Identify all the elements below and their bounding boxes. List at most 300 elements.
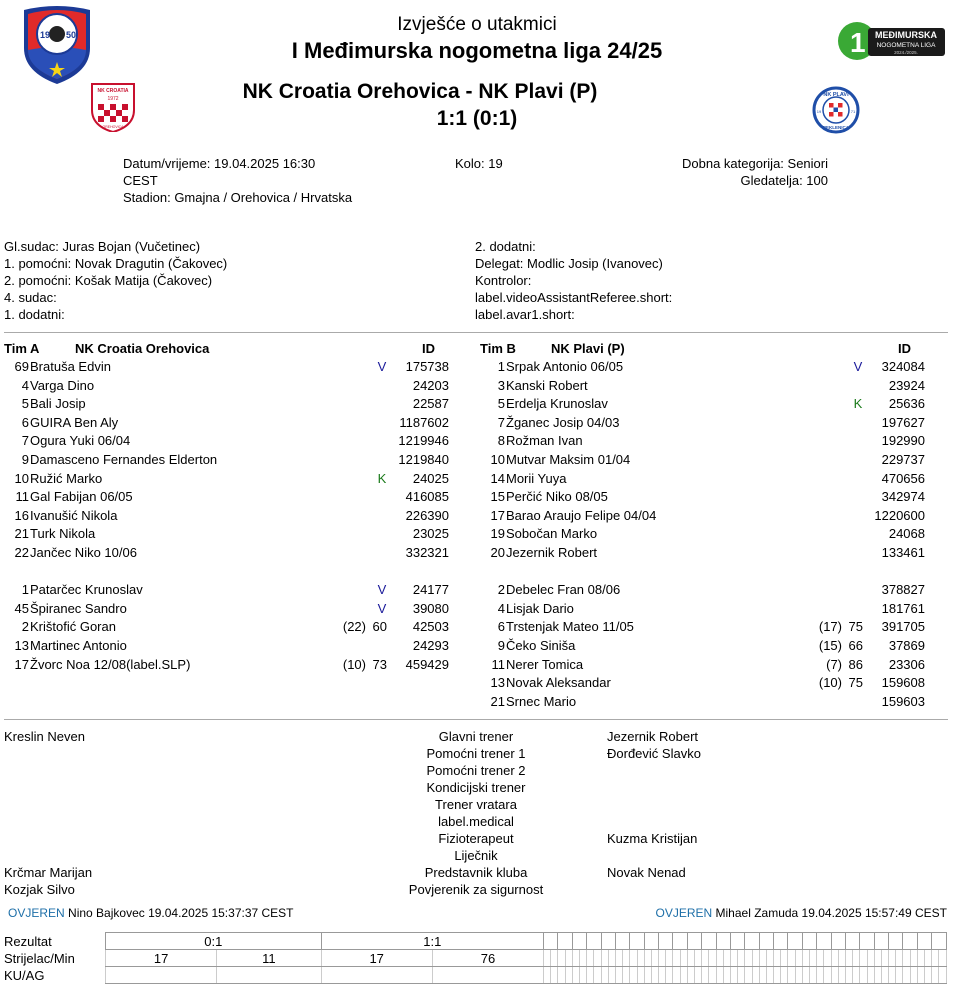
player-name: Žganec Josip 04/03 — [506, 414, 620, 430]
scorer-cell — [824, 950, 831, 967]
player-row — [4, 637, 464, 655]
officials-right — [475, 238, 672, 323]
player-id: 25636 — [888, 396, 925, 412]
ku-ag-cell — [723, 967, 730, 984]
player-number: 9 — [21, 452, 29, 467]
player-name: Jezernik Robert — [506, 545, 598, 560]
scorer-cell — [889, 950, 896, 967]
player-number: 69 — [14, 359, 29, 374]
player-name: Perčić Niko 08/05 — [506, 489, 608, 505]
ku-ag-cell — [774, 967, 781, 984]
ku-ag-cell — [702, 967, 709, 984]
player-number: 17 — [490, 507, 505, 523]
result-cell — [831, 933, 845, 950]
player-name: Jančec Niko 10/06 — [30, 545, 137, 560]
attendance: Gledatelja: 100 — [740, 173, 828, 188]
scorer-cell — [623, 950, 630, 967]
player-number: 20 — [490, 545, 505, 560]
result-cell — [788, 933, 802, 950]
sub-for-number: (17) — [818, 619, 842, 635]
ku-ag-cell — [217, 967, 321, 984]
result-grid-row — [106, 933, 947, 950]
player-id: 332321 — [405, 545, 449, 560]
scorer-cell — [695, 950, 702, 967]
player-row — [4, 525, 464, 543]
player-row — [4, 507, 464, 525]
ku-ag-cell — [896, 967, 903, 984]
player-number: 6 — [497, 619, 505, 635]
ku-ag-cell — [795, 967, 802, 984]
league-season: 2024./2025. — [894, 50, 918, 55]
ku-ag-cell — [831, 967, 838, 984]
player-row — [4, 488, 464, 506]
scorer-cell — [659, 950, 666, 967]
player-id: 159603 — [881, 693, 925, 709]
player-number: 2 — [21, 619, 29, 635]
scorer-cell — [810, 950, 817, 967]
ku-ag-cell — [889, 967, 896, 984]
staff-role: Predstavnik kluba — [424, 865, 528, 880]
staff-name: Kozjak Silvo — [4, 882, 75, 897]
player-id: 197627 — [881, 414, 925, 430]
league-number: 1 — [850, 27, 866, 58]
player-name: Ivanušić Nikola — [30, 507, 118, 523]
ku-ag-cell — [680, 967, 687, 984]
player-row — [480, 414, 940, 432]
ku-ag-cell — [572, 967, 579, 984]
sub-for-number: (15) — [818, 638, 842, 653]
player-row — [480, 656, 940, 674]
scorer-cell — [745, 950, 752, 967]
league-sub: NOGOMETNA LIGA — [876, 42, 936, 49]
player-name: Barao Araujo Felipe 04/04 — [506, 507, 657, 523]
scorer-cell — [723, 950, 730, 967]
player-id: 24177 — [412, 582, 449, 598]
scorer-cell: 76 — [432, 950, 543, 967]
staff-name — [4, 745, 92, 762]
player-id: 23306 — [888, 656, 925, 672]
player-number: 10 — [14, 470, 29, 486]
player-name: Erdelja Krunoslav — [506, 396, 608, 412]
player-number: 13 — [14, 638, 29, 653]
scorer-cell — [587, 950, 594, 967]
ku-ag-cell — [608, 967, 615, 984]
player-id: 378827 — [881, 582, 925, 598]
match-info-left — [123, 155, 352, 206]
player-row — [480, 470, 940, 488]
ku-ag-cell — [810, 967, 817, 984]
result-grid-row — [106, 950, 947, 967]
player-id: 226390 — [405, 507, 449, 523]
staff-name — [4, 779, 92, 796]
staff-name — [607, 779, 701, 796]
scorer-cell — [831, 950, 838, 967]
age-category: Dobna kategorija: Seniori — [682, 156, 828, 171]
sub-for-number: (7) — [826, 656, 842, 672]
scorer-cell — [752, 950, 759, 967]
player-row — [480, 377, 940, 395]
staff-name — [4, 762, 92, 779]
player-role-mark: V — [377, 359, 387, 374]
scorer-cell — [651, 950, 658, 967]
ku-ag-cell — [615, 967, 622, 984]
player-name: Bali Josip — [30, 396, 86, 412]
player-row — [480, 395, 940, 413]
team-b-name: NK Plavi (P) — [551, 341, 625, 356]
scorer-cell — [853, 950, 860, 967]
team-a-name: NK Croatia Orehovica — [75, 341, 210, 356]
ku-ag-cell — [673, 967, 680, 984]
official-line: 4. sudac: — [4, 290, 57, 305]
result-cell — [659, 933, 673, 950]
official-line: 1. pomoćni: Novak Dragutin (Čakovec) — [4, 256, 228, 271]
player-number: 5 — [497, 396, 505, 412]
player-row — [480, 693, 940, 711]
player-id: 42503 — [412, 619, 449, 635]
ku-ag-cell — [838, 967, 845, 984]
ku-ag-cell — [752, 967, 759, 984]
scorer-cell — [860, 950, 867, 967]
staff-name: Krčmar Marijan — [4, 865, 93, 880]
ku-ag-cell — [903, 967, 910, 984]
ku-ag-cell — [630, 967, 637, 984]
scorer-cell — [601, 950, 608, 967]
result-cell — [730, 933, 744, 950]
official-line: 1. dodatni: — [4, 307, 65, 322]
sub-minute: 66 — [848, 638, 863, 653]
ku-ag-cell — [587, 967, 594, 984]
scorer-label: Strijelac/Min — [4, 951, 75, 966]
player-name: Damasceno Fernandes Elderton — [30, 452, 218, 467]
result-cell — [845, 933, 859, 950]
ku-ag-cell — [860, 967, 867, 984]
player-number: 17 — [14, 656, 29, 672]
union-year-right: 50 — [66, 30, 77, 40]
player-name: Čeko Siniša — [506, 638, 576, 653]
home-staff — [4, 728, 92, 898]
player-row — [4, 395, 464, 413]
scorer-cell — [630, 950, 637, 967]
scorer-cell — [910, 950, 917, 967]
player-row — [480, 451, 940, 469]
player-row — [480, 525, 940, 543]
staff-name: Jezernik Robert — [607, 729, 699, 744]
player-row — [4, 414, 464, 432]
player-number: 21 — [490, 693, 505, 709]
result-cell — [687, 933, 701, 950]
scorer-cell — [544, 950, 551, 967]
scorer-cell — [781, 950, 788, 967]
scorer-cell — [580, 950, 587, 967]
sub-minute: 75 — [848, 675, 863, 691]
player-name: Žvorc Noa 12/08(label.SLP) — [30, 656, 191, 672]
player-id: 192990 — [881, 433, 925, 449]
scorer-cell — [845, 950, 852, 967]
staff-name — [607, 881, 701, 898]
result-cell — [601, 933, 615, 950]
ku-ag-cell — [106, 967, 217, 984]
ku-ag-cell — [802, 967, 809, 984]
ku-ag-cell — [709, 967, 716, 984]
ku-ag-cell — [917, 967, 924, 984]
player-row — [4, 377, 464, 395]
scorer-cell — [673, 950, 680, 967]
player-name: Srnec Mario — [506, 693, 577, 709]
ku-ag-cell — [580, 967, 587, 984]
away-team-name: NK Plavi (P) — [478, 80, 598, 103]
player-name: Debelec Fran 08/06 — [506, 582, 621, 598]
scorer-cell — [558, 950, 565, 967]
league-title: I Međimurska nogometna liga 24/25 — [291, 38, 663, 63]
staff-name: Novak Nenad — [607, 865, 686, 880]
officials-left — [4, 238, 227, 323]
result-cell — [932, 933, 947, 950]
player-row — [4, 656, 464, 674]
ku-ag-cell — [730, 967, 737, 984]
staff-name — [4, 813, 92, 830]
player-id: 37869 — [888, 638, 925, 653]
scorer-cell — [680, 950, 687, 967]
player-name: Mutvar Maksim 01/04 — [506, 452, 631, 467]
result-cell — [587, 933, 601, 950]
player-name: Kanski Robert — [506, 377, 588, 393]
sub-minute: 73 — [372, 656, 387, 672]
staff-name — [4, 830, 92, 847]
player-name: Ogura Yuki 06/04 — [30, 433, 131, 449]
ku-ag-cell — [601, 967, 608, 984]
player-role-mark: K — [377, 470, 387, 486]
scorer-cell — [730, 950, 737, 967]
player-id: 24068 — [888, 526, 925, 542]
player-row — [4, 618, 464, 636]
player-number: 16 — [14, 507, 29, 523]
player-id: 175738 — [405, 359, 449, 374]
scorer-cell — [644, 950, 651, 967]
match-datetime: Datum/vrijeme: 19.04.2025 16:30 — [123, 156, 316, 171]
staff-role: Pomoćni trener 1 — [426, 746, 526, 761]
result-cell — [759, 933, 773, 950]
player-row — [4, 581, 464, 599]
result-cell — [802, 933, 816, 950]
ku-ag-cell — [321, 967, 432, 984]
ku-ag-cell — [781, 967, 788, 984]
scorer-cell — [788, 950, 795, 967]
scorer-cell — [939, 950, 947, 967]
player-id: 24025 — [412, 470, 449, 486]
player-id: 24293 — [412, 638, 449, 653]
ku-ag-cell — [759, 967, 766, 984]
player-number: 6 — [21, 414, 29, 430]
player-row — [4, 358, 464, 376]
scorer-cell — [874, 950, 881, 967]
verification-left — [8, 906, 294, 920]
staff-roles — [376, 728, 576, 898]
sub-for-number: (22) — [342, 619, 366, 635]
official-line: label.avar1.short: — [475, 307, 575, 322]
staff-role: label.medical — [438, 814, 514, 829]
scorer-cell — [925, 950, 932, 967]
scorer-cell — [687, 950, 694, 967]
player-name: Gal Fabijan 06/05 — [30, 489, 133, 505]
player-number: 22 — [14, 545, 29, 560]
player-role-mark: V — [377, 582, 387, 598]
scorer-cell — [738, 950, 745, 967]
ku-ag-cell — [845, 967, 852, 984]
team-a-id-header: ID — [422, 341, 435, 356]
match-info-right — [682, 155, 828, 189]
player-row — [480, 432, 940, 450]
player-name: Varga Dino — [30, 377, 95, 393]
result-cell — [860, 933, 874, 950]
ku-ag-cell — [432, 967, 543, 984]
match-timezone: CEST — [123, 173, 158, 188]
official-line: Kontrolor: — [475, 273, 532, 288]
scorer-cell — [551, 950, 558, 967]
official-line: Gl.sudac: Juras Bojan (Vučetinec) — [4, 239, 201, 254]
staff-name: Kreslin Neven — [4, 729, 85, 744]
result-cell — [630, 933, 644, 950]
player-row — [480, 488, 940, 506]
player-number: 1 — [21, 582, 29, 598]
ku-ag-cell — [551, 967, 558, 984]
scorer-cell — [709, 950, 716, 967]
scorer-cell — [702, 950, 709, 967]
player-name: Morii Yuya — [506, 470, 567, 486]
ku-ag-cell — [881, 967, 888, 984]
player-name: Lisjak Dario — [506, 600, 574, 616]
player-id: 181761 — [881, 600, 925, 616]
sub-minute: 60 — [372, 619, 387, 635]
ku-ag-cell — [788, 967, 795, 984]
home-logo-year: 1972 — [107, 96, 119, 102]
result-cell — [774, 933, 788, 950]
player-name: Martinec Antonio — [30, 638, 127, 653]
ku-ag-cell — [939, 967, 947, 984]
match-score: 1:1 (0:1) — [436, 107, 518, 130]
scorer-cell — [572, 950, 579, 967]
staff-role: Kondicijski trener — [426, 780, 526, 795]
player-number: 3 — [497, 377, 505, 393]
sub-for-number: (10) — [818, 675, 842, 691]
staff-role: Pomoćni trener 2 — [426, 763, 526, 778]
ku-ag-cell — [817, 967, 824, 984]
result-cell — [917, 933, 931, 950]
ku-ag-cell — [874, 967, 881, 984]
player-number: 15 — [490, 489, 505, 505]
staff-name: Kuzma Kristijan — [607, 831, 698, 846]
ovjeren-label: OVJEREN — [655, 906, 713, 920]
scorer-cell — [896, 950, 903, 967]
team-b-id-header: ID — [898, 341, 911, 356]
league-text: MEĐIMURSKA — [875, 30, 937, 40]
match-round: Kolo: 19 — [455, 156, 503, 171]
ku-ag-cell — [623, 967, 630, 984]
player-row — [480, 507, 940, 525]
scorer-cell — [637, 950, 644, 967]
player-row — [480, 618, 940, 636]
away-logo-year-left: 19 — [816, 109, 822, 114]
scorer-cell — [932, 950, 939, 967]
scorer-cell — [917, 950, 924, 967]
divider — [4, 332, 948, 333]
verification-text: Nino Bajkovec 19.04.2025 15:37:37 CEST — [68, 906, 294, 920]
sub-minute: 86 — [848, 656, 863, 672]
scorer-cell — [594, 950, 601, 967]
ku-ag-cell — [651, 967, 658, 984]
player-id: 324084 — [881, 359, 925, 374]
home-logo-sub: OREHOVICA — [102, 125, 124, 129]
away-logo-sub: PEKLENICA — [822, 125, 850, 130]
player-id: 391705 — [881, 619, 925, 635]
ku-ag-cell — [910, 967, 917, 984]
player-number: 8 — [497, 433, 505, 449]
player-id: 459429 — [405, 656, 449, 672]
ku-ag-cell — [932, 967, 939, 984]
player-number: 21 — [14, 526, 29, 542]
verification-text: Mihael Zamuda 19.04.2025 15:57:49 CEST — [715, 906, 947, 920]
home-team-name: NK Croatia Orehovica — [242, 80, 460, 103]
staff-role: Povjerenik za sigurnost — [408, 882, 544, 897]
player-id: 39080 — [412, 600, 449, 616]
result-cell — [702, 933, 716, 950]
scorer-cell — [716, 950, 723, 967]
result-cell — [558, 933, 572, 950]
sub-minute: 75 — [848, 619, 863, 635]
team-b-label: Tim B — [480, 341, 516, 356]
player-name: Novak Aleksandar — [506, 675, 611, 691]
player-name: Trstenjak Mateo 11/05 — [506, 619, 634, 635]
ku-ag-cell — [687, 967, 694, 984]
player-number: 7 — [497, 414, 505, 430]
staff-role: Liječnik — [454, 848, 498, 863]
official-line: Delegat: Modlic Josip (Ivanovec) — [475, 256, 663, 271]
player-number: 1 — [497, 359, 505, 374]
away-logo-year-right: 71 — [850, 109, 856, 114]
scorer-cell: 11 — [217, 950, 321, 967]
ku-ag-cell — [867, 967, 874, 984]
ku-ag-cell — [544, 967, 551, 984]
result-cell — [644, 933, 658, 950]
divider — [4, 719, 948, 720]
player-id: 24203 — [412, 377, 449, 393]
player-id: 1219946 — [398, 433, 449, 449]
result-grid — [105, 932, 947, 984]
scorer-cell — [766, 950, 773, 967]
ovjeren-label: OVJEREN — [8, 906, 65, 920]
scorer-cell: 17 — [321, 950, 432, 967]
player-number: 2 — [497, 582, 505, 598]
player-role-mark: K — [853, 396, 863, 412]
union-year-left: 19 — [40, 30, 51, 40]
result-cell — [572, 933, 586, 950]
match-title — [0, 80, 840, 104]
ku-ag-cell — [594, 967, 601, 984]
player-number: 4 — [21, 377, 29, 393]
player-row — [480, 600, 940, 618]
result-cell — [716, 933, 730, 950]
scorer-cell — [802, 950, 809, 967]
match-separator: - — [465, 80, 473, 103]
scorer-cell — [903, 950, 910, 967]
scorer-cell — [838, 950, 845, 967]
result-cell — [817, 933, 831, 950]
staff-name — [607, 813, 701, 830]
ku-ag-cell — [644, 967, 651, 984]
player-number: 19 — [490, 526, 505, 542]
scorer-cell — [867, 950, 874, 967]
ku-ag-cell — [637, 967, 644, 984]
player-name: Rožman Ivan — [506, 433, 583, 449]
